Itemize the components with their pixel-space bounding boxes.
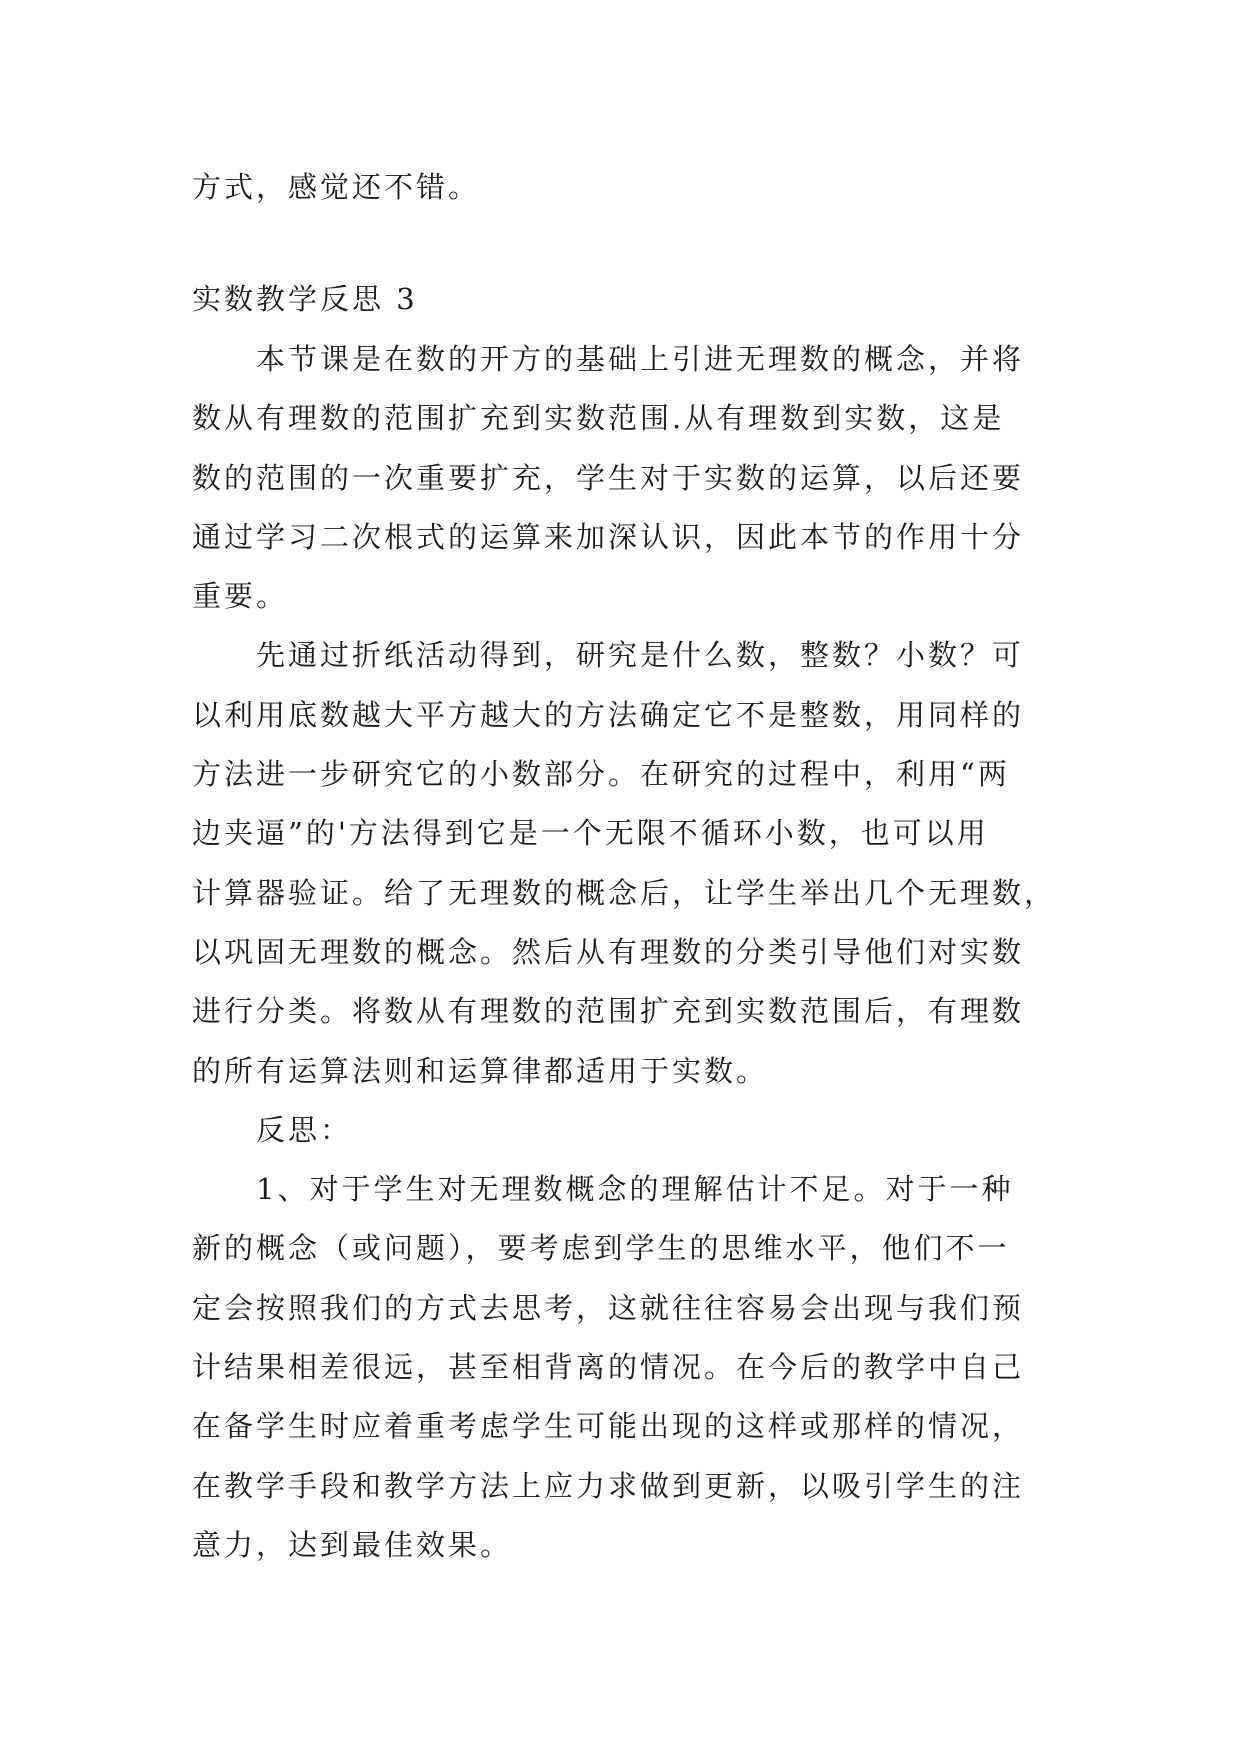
paragraph-line: 在教学手段和教学方法上应力求做到更新，以吸引学生的注 (192, 1468, 1025, 1503)
paragraph-line: 通过学习二次根式的运算来加深认识，因此本节的作用十分 (192, 519, 1025, 554)
paragraph-line: 1、对于学生对无理数概念的理解估计不足。对于一种 (256, 1172, 1014, 1207)
paragraph-line: 的所有运算法则和运算律都适用于实数。 (192, 1053, 769, 1088)
section-body (192, 330, 1057, 1575)
paragraph-line: 方法进一步研究它的小数部分。在研究的过程中，利用“两 (192, 757, 1010, 792)
paragraph-line: 先通过折纸活动得到，研究是什么数，整数？小数？可 (256, 638, 1025, 673)
section-heading: 实数教学反思 3 (192, 282, 418, 316)
paragraph-line: 以巩固无理数的概念。然后从有理数的分类引导他们对实数 (192, 934, 1025, 969)
paragraph-line: 以利用底数越大平方越大的方法确定它不是整数，用同样的 (192, 697, 1025, 732)
paragraph-line: 数的范围的一次重要扩充，学生对于实数的运算，以后还要 (192, 460, 1025, 495)
reflection-label: 反思： (256, 1112, 353, 1147)
paragraph-line: 方式，感觉还不错。 (192, 170, 481, 204)
paragraph-line: 重要。 (192, 579, 289, 614)
paragraph-line: 数从有理数的范围扩充到实数范围.从有理数到实数，这是 (192, 401, 1005, 436)
paragraph-line: 计结果相差很远，甚至相背离的情况。在今后的教学中自己 (192, 1350, 1025, 1385)
paragraph-line: 计算器验证。给了无理数的概念后，让学生举出几个无理数， (192, 875, 1057, 910)
continued-paragraph (192, 158, 1052, 217)
paragraph-line: 定会按照我们的方式去思考，这就往往容易会出现与我们预 (192, 1290, 1025, 1325)
paragraph-line: 意力，达到最佳效果。 (192, 1527, 513, 1562)
paragraph-line: 在备学生时应着重考虑学生可能出现的这样或那样的情况， (192, 1409, 1025, 1444)
paragraph-line: 进行分类。将数从有理数的范围扩充到实数范围后，有理数 (192, 994, 1025, 1029)
paragraph-line: 边夹逼”的'方法得到它是一个无限不循环小数，也可以用 (192, 816, 989, 851)
paragraph-line: 本节课是在数的开方的基础上引进无理数的概念，并将 (256, 342, 1025, 376)
paragraph-line: 新的概念（或问题），要考虑到学生的思维水平，他们不一 (192, 1231, 1010, 1266)
